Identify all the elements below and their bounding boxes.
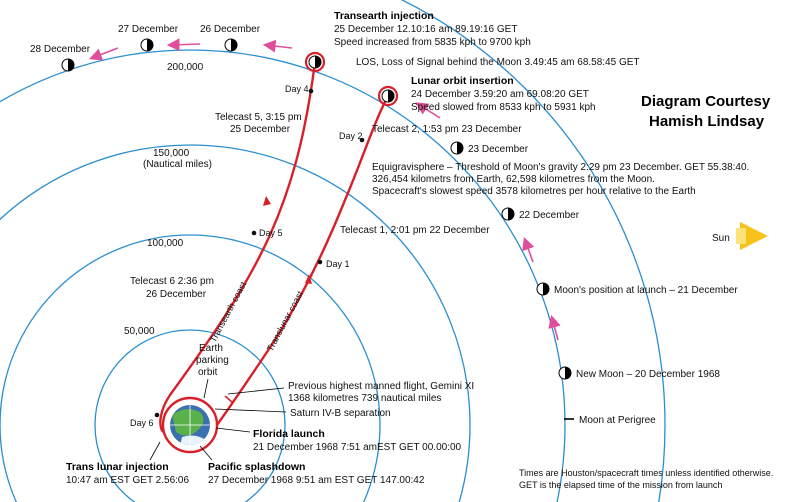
- earth: [163, 398, 217, 452]
- moon-label-23: 23 December: [468, 144, 529, 155]
- florida-title: Florida launch: [253, 428, 325, 440]
- moon-icon: [451, 142, 463, 154]
- sun-icon: [736, 222, 768, 250]
- translunar-path: [217, 96, 388, 425]
- translunar-coast-label: Translunar coast: [264, 289, 306, 353]
- parking-line2: parking: [196, 355, 229, 366]
- parking-line1: Earth: [199, 343, 223, 354]
- moon-label-27: 27 December: [118, 24, 179, 35]
- footnote-line2: GET is the elapsed time of the mission from launch: [519, 480, 723, 490]
- equigravi-line2: 326,454 kilometrs from Earth, 62,598 kilometres from the Moon.: [372, 174, 655, 185]
- ring-label-50000: 50,000: [124, 326, 155, 337]
- telecast-5-line2: 25 December: [230, 124, 291, 135]
- transearth-line2: Speed increased from 5835 kph to 9700 kph: [334, 37, 531, 48]
- loi-line1: 24 December 3.59:20 am 69.08:20 GET: [411, 89, 589, 100]
- moon-label-20: New Moon – 20 December 1968: [576, 369, 720, 380]
- florida-line1: 21 December 1968 7:51 amEST GET 00.00:00: [253, 442, 462, 453]
- sun-label: Sun: [712, 233, 730, 244]
- footnote-line1: Times are Houston/spacecraft times unless identified otherwise.: [519, 468, 774, 478]
- saturn-label: Saturn IV-B separation: [290, 408, 391, 419]
- moon-icon: [382, 90, 394, 102]
- moon-label-22: 22 December: [519, 210, 580, 221]
- moon-icon: [225, 39, 237, 51]
- ring-label-nautical: (Nautical miles): [143, 159, 212, 170]
- equigravi-line1: Equigravisphere – Threshold of Moon's gravity 2:29 pm 23 December. GET 55.38:40.: [372, 162, 750, 173]
- moon-perigee-label: Moon at Perigree: [579, 415, 656, 426]
- day-4-label: Day 4: [285, 84, 309, 94]
- moon-icon: [502, 208, 514, 220]
- telecast-2-label: Telecast 2, 1:53 pm 23 December: [372, 124, 522, 135]
- telecast-5-line1: Telecast 5, 3:15 pm: [215, 112, 302, 123]
- moon-icon: [309, 56, 321, 68]
- gemini-line2: 1368 kilometres 739 nautical miles: [288, 393, 442, 404]
- credit-line1: Diagram Courtesy: [641, 93, 771, 110]
- telecast-1-label: Telecast 1, 2:01 pm 22 December: [340, 225, 490, 236]
- day-5-label: Day 5: [259, 228, 283, 238]
- pacific-title: Pacific splashdown: [208, 461, 306, 473]
- day-6-label: Day 6: [130, 418, 154, 428]
- moon-icon: [537, 283, 549, 295]
- moon-icon: [141, 39, 153, 51]
- tli-title: Trans lunar injection: [66, 461, 169, 473]
- ring-label-150000: 150,000: [153, 148, 190, 159]
- transearth-arrow: [263, 196, 271, 206]
- tli-line1: 10:47 am EST GET 2.56:06: [66, 475, 190, 486]
- day-2-label: Day 2: [339, 131, 363, 141]
- pacific-line1: 27 December 1968 9:51 am EST GET 147.00:42: [208, 475, 425, 486]
- loi-title: Lunar orbit insertion: [411, 75, 514, 87]
- parking-line3: orbit: [198, 367, 218, 378]
- ring-label-100000: 100,000: [147, 238, 184, 249]
- moon-label-26: 26 December: [200, 24, 261, 35]
- credit-line2: Hamish Lindsay: [649, 113, 765, 130]
- ring-label-200000: 200,000: [167, 62, 204, 73]
- moon-icon: [62, 59, 74, 71]
- loi-line2: Speed slowed from 8533 kph to 5931 kph: [411, 102, 596, 113]
- moon-icon: [559, 367, 571, 379]
- moon-label-21: Moon's position at launch – 21 December: [554, 285, 738, 296]
- telecast-6-line2: 26 December: [146, 289, 207, 300]
- transearth-coast-label: Transearth coast: [207, 279, 249, 344]
- trajectory: [160, 53, 397, 432]
- day-markers: [130, 84, 364, 428]
- transearth-line1: 25 December 12.10:16 am 89.19:16 GET: [334, 24, 518, 35]
- los-label: LOS, Loss of Signal behind the Moon 3.49:45 am 68.58:45 GET: [356, 57, 640, 68]
- gemini-line1: Previous highest manned flight, Gemini XI: [288, 381, 475, 392]
- day-1-label: Day 1: [326, 259, 350, 269]
- transearth-title: Transearth injection: [334, 10, 434, 22]
- telecast-6-line1: Telecast 6 2:36 pm: [130, 276, 214, 287]
- moon-label-28: 28 December: [30, 44, 91, 55]
- equigravi-line3: Spacecraft's slowest speed 3578 kilometres per hour relative to the Earth: [372, 186, 696, 197]
